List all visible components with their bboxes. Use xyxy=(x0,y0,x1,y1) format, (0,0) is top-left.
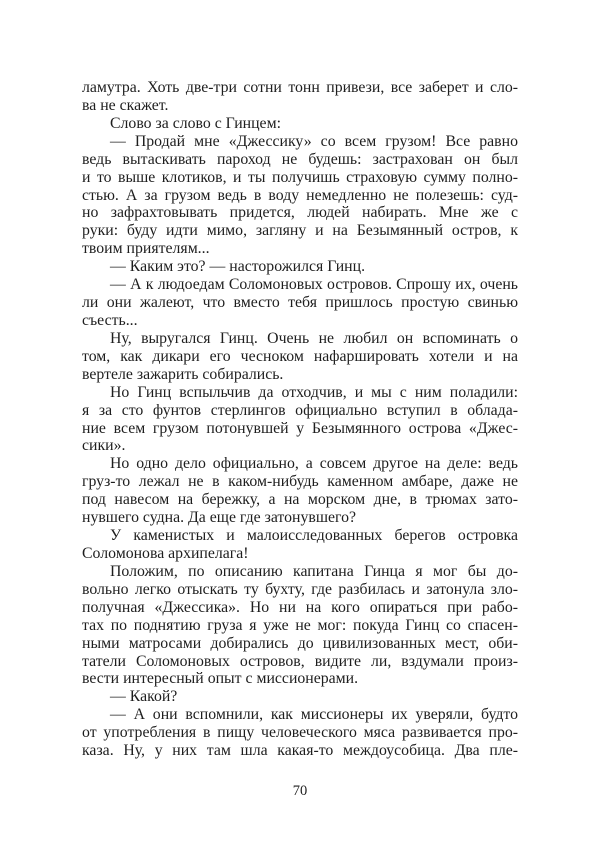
text-line: я за сто фунтов стерлингов официально вступил в облада- xyxy=(82,401,518,419)
text-line: получная «Джессика». Но ни на кого опираться при рабо- xyxy=(82,598,518,616)
text-line: стью. А за грузом ведь в воду немедленно не полезешь: суд- xyxy=(82,186,518,204)
text-line: У каменистых и малоисследованных берегов островка xyxy=(110,527,518,545)
text-line: Ну, выругался Гинц. Очень не любил он вспоминать о xyxy=(110,329,518,347)
text-line: каза. Ну, у них там шла какая-то междоусобица. Два пле- xyxy=(82,742,518,760)
text-line: тах по поднятию груза я уже не мог: покуда Гинц со спасен- xyxy=(82,616,518,634)
text-line: Положим, по описанию капитана Гинца я мог бы до- xyxy=(110,562,518,580)
text-line: вольно легко отыскать ту бухту, где разбилась и затонула зло- xyxy=(82,580,518,598)
text-line: вести интересный опыт с миссионерами. xyxy=(82,670,359,688)
text-line: под навесом на бережку, а на морском дне, в трюмах зато- xyxy=(82,491,518,509)
text-line: — Каким это? — насторожился Гинц. xyxy=(110,258,366,276)
text-line: — А они вспомнили, как миссионеры их уверяли, будто xyxy=(110,706,518,724)
text-line: ными матросами добирались до цивилизованных мест, оби- xyxy=(82,634,518,652)
text-line: Но одно дело официально, а совсем другое на деле: ведь xyxy=(110,455,518,473)
text-line: груз-то лежал не в каком-нибудь каменном амбаре, даже не xyxy=(82,473,518,491)
text-line: ние всем грузом потонувшей у Безымянного острова «Джес- xyxy=(82,419,518,437)
text-line: нувшего судна. Да еще где затонувшего? xyxy=(82,509,357,527)
text-line: ведь вытаскивать пароход не будешь: застрахован он был xyxy=(82,150,518,168)
text-line: съесть... xyxy=(82,311,138,329)
page-number: 70 xyxy=(292,783,308,799)
text-block xyxy=(82,79,518,760)
text-line: Слово за слово с Гинцем: xyxy=(110,114,281,132)
text-line: и то выше клотиков, и ты получишь страховую сумму полно- xyxy=(82,168,518,186)
text-line: татели Соломоновых островов, видите ли, вздумали произ- xyxy=(82,652,518,670)
text-line: — А к людоедам Соломоновых островов. Спрошу их, очень xyxy=(110,276,518,294)
text-line: но зафрахтовывать придется, людей набирать. Мне же с xyxy=(82,204,518,222)
text-line: Но Гинц вспыльчив да отходчив, и мы с ним поладили: xyxy=(110,383,518,401)
text-line: ва не скажет. xyxy=(82,96,169,114)
text-line: — Какой? xyxy=(110,688,178,706)
text-line: Соломонова архипелага! xyxy=(82,544,249,562)
text-line: от употребления в пищу человеческого мяса развивается про- xyxy=(82,724,518,742)
text-line: том, как дикари его чесноком нафаршировать хотели и на xyxy=(82,347,518,365)
text-line: ламутра. Хоть две-три сотни тонн привези, все заберет и сло- xyxy=(82,79,518,96)
text-line: вертеле зажарить собирались. xyxy=(82,365,284,383)
text-line: — Продай мне «Джессику» со всем грузом! Все равно xyxy=(110,132,518,150)
text-line: руки: буду идти мимо, загляну и на Безымянный остров, к xyxy=(82,222,518,240)
text-line: сики». xyxy=(82,437,126,455)
text-line: твоим приятелям... xyxy=(82,240,210,258)
text-line: ли они жалеют, что вместо тебя пришлось простую свинью xyxy=(82,294,518,312)
